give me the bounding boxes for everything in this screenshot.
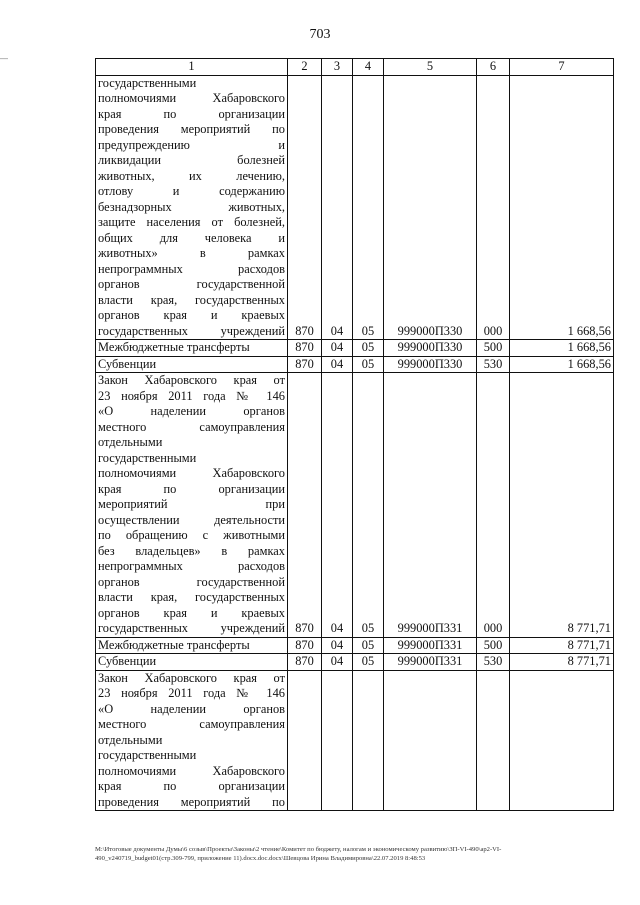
description-line: Межбюджетные трансферты <box>98 340 250 354</box>
description-line: предупреждению и <box>98 137 285 152</box>
description-line: государственными <box>98 75 197 90</box>
column-header: 6 <box>477 59 510 76</box>
column-header: 2 <box>288 59 322 76</box>
cell-c5: 999000П331 <box>384 373 477 638</box>
description-line: органов государственной <box>98 277 285 291</box>
table-row <box>96 637 614 654</box>
description-line: Межбюджетные трансферты <box>98 637 250 652</box>
cell-c7: 1 668,56 <box>510 75 614 340</box>
cell-c4: 05 <box>353 356 384 373</box>
description-line: местного самоуправления <box>98 717 285 731</box>
description-line: животных» в рамках <box>98 246 285 260</box>
cell-c4: 05 <box>353 654 384 671</box>
description-line: отдельными <box>98 435 163 449</box>
cell-c7 <box>510 670 614 811</box>
description-line: по обращению с животными <box>98 528 285 542</box>
row-description <box>96 356 288 373</box>
cell-c3: 04 <box>322 654 353 671</box>
cell-c3: 04 <box>322 637 353 654</box>
cell-c5: 999000П331 <box>384 637 477 654</box>
description-line: 23 ноября 2011 года № 146 <box>98 388 285 403</box>
cell-c5: 999000П331 <box>384 654 477 671</box>
description-line: мероприятий при <box>98 497 285 511</box>
cell-c4: 05 <box>353 75 384 340</box>
file-path-footer <box>95 845 613 863</box>
cell-c7: 1 668,56 <box>510 340 614 357</box>
table-row <box>96 654 614 671</box>
description-line: Закон Хабаровского края от <box>98 670 285 685</box>
row-description <box>96 637 288 654</box>
cell-c5 <box>384 670 477 811</box>
cell-c3 <box>322 670 353 811</box>
cell-c5: 999000П330 <box>384 75 477 340</box>
description-line: органов края и краевых <box>98 605 285 620</box>
description-line: общих для человека и <box>98 230 285 245</box>
description-line: органов государственной <box>98 574 285 589</box>
description-line: органов края и краевых <box>98 308 285 322</box>
footer-line: 490_v240719_budget01(стр.309-799, приложение 11).docx.doc.docx\Шевцова Ирина Владимировна\22.07.2019 8:48:53 <box>95 855 426 862</box>
cell-c2: 870 <box>288 637 322 654</box>
cell-c7: 1 668,56 <box>510 356 614 373</box>
cell-c7: 8 771,71 <box>510 637 614 654</box>
table-row <box>96 75 614 340</box>
table-row <box>96 340 614 357</box>
cell-c7: 8 771,71 <box>510 373 614 638</box>
cell-c2: 870 <box>288 75 322 340</box>
cell-c3: 04 <box>322 356 353 373</box>
cell-c2: 870 <box>288 356 322 373</box>
description-line: безнадзорных животных, <box>98 199 285 214</box>
cell-c2 <box>288 670 322 811</box>
description-line: государственных учреждений <box>98 621 285 635</box>
description-line: края по организации <box>98 481 285 496</box>
cell-c3: 04 <box>322 75 353 340</box>
description-line: «О наделении органов <box>98 701 285 716</box>
description-line: власти края, государственных <box>98 590 285 604</box>
cell-c3: 04 <box>322 340 353 357</box>
table-row <box>96 373 614 638</box>
description-line: «О наделении органов <box>98 404 285 418</box>
row-description <box>96 340 288 357</box>
cell-c6: 530 <box>477 654 510 671</box>
header-row <box>96 59 614 76</box>
description-line: полномочиями Хабаровского <box>98 763 285 778</box>
cell-c4: 05 <box>353 340 384 357</box>
description-line: государственных учреждений <box>98 323 285 338</box>
column-header: 4 <box>353 59 384 76</box>
cell-c6: 000 <box>477 373 510 638</box>
description-line: животных, их лечению, <box>98 168 285 183</box>
cell-c6: 000 <box>477 75 510 340</box>
cell-c4: 05 <box>353 637 384 654</box>
description-line: полномочиями Хабаровского <box>98 91 285 105</box>
budget-table <box>95 58 614 811</box>
description-line: без владельцев» в рамках <box>98 543 285 558</box>
cell-c4: 05 <box>353 373 384 638</box>
description-line: власти края, государственных <box>98 292 285 307</box>
cell-c7: 8 771,71 <box>510 654 614 671</box>
description-line: полномочиями Хабаровского <box>98 466 285 480</box>
description-line: непрограммных расходов <box>98 559 285 573</box>
cell-c5: 999000П330 <box>384 340 477 357</box>
description-line: 23 ноября 2011 года № 146 <box>98 686 285 700</box>
column-header: 7 <box>510 59 614 76</box>
cell-c2: 870 <box>288 340 322 357</box>
cell-c3: 04 <box>322 373 353 638</box>
row-description <box>96 670 288 811</box>
cell-c6: 500 <box>477 637 510 654</box>
description-line: отдельными <box>98 732 163 747</box>
description-line: Закон Хабаровского края от <box>98 373 285 387</box>
column-header: 1 <box>96 59 288 76</box>
cell-c6 <box>477 670 510 811</box>
row-description <box>96 75 288 340</box>
cell-c6: 500 <box>477 340 510 357</box>
description-line: Субвенции <box>98 654 157 668</box>
description-line: ликвидации болезней <box>98 153 285 167</box>
table-row <box>96 356 614 373</box>
description-line: защите населения от болезней, <box>98 215 285 229</box>
description-line: проведения мероприятий по <box>98 794 285 809</box>
description-line: государственными <box>98 748 197 762</box>
footer-line: М:\Итоговые документы Думы\6 созыв\Проекты\Законы\2 чтение\Комитет по бюджету, налогам и экономическому развитию\ЗП-VI-490\ар2-VI- <box>95 846 502 853</box>
margin-mark: — <box>0 54 8 63</box>
cell-c2: 870 <box>288 373 322 638</box>
description-line: отлову и содержанию <box>98 184 285 198</box>
column-header: 5 <box>384 59 477 76</box>
cell-c4 <box>353 670 384 811</box>
description-line: осуществлении деятельности <box>98 512 285 527</box>
table-row <box>96 670 614 811</box>
cell-c6: 530 <box>477 356 510 373</box>
description-line: государственными <box>98 450 197 465</box>
row-description <box>96 654 288 671</box>
page-number: 703 <box>309 27 331 42</box>
description-line: местного самоуправления <box>98 419 285 434</box>
description-line: края по организации <box>98 106 285 121</box>
description-line: Субвенции <box>98 356 157 371</box>
cell-c2: 870 <box>288 654 322 671</box>
description-line: проведения мероприятий по <box>98 122 285 136</box>
row-description <box>96 373 288 638</box>
cell-c5: 999000П330 <box>384 356 477 373</box>
description-line: непрограммных расходов <box>98 261 285 276</box>
column-header: 3 <box>322 59 353 76</box>
description-line: края по организации <box>98 779 285 793</box>
